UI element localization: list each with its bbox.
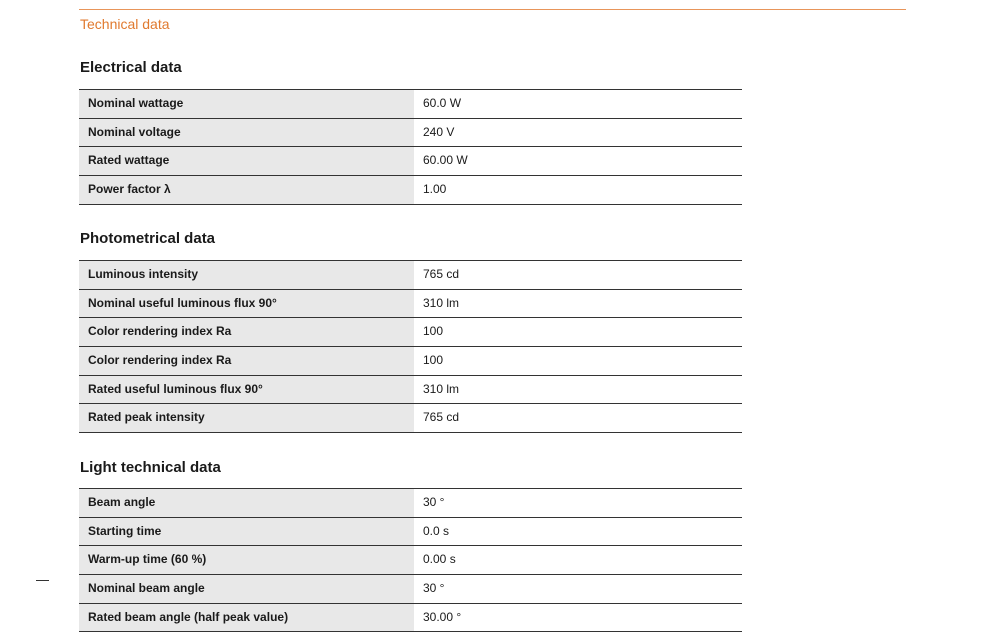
row-label: Starting time [79,518,414,546]
table-row [79,489,742,518]
table-row [79,604,742,633]
light-technical-table [79,488,742,632]
row-value: 100 [414,318,742,346]
row-label: Rated wattage [79,147,414,175]
row-value: 765 cd [414,404,742,432]
top-divider [79,9,906,10]
photometrical-section [79,228,742,433]
table-row [79,90,742,119]
table-row [79,518,742,547]
row-value: 30 ° [414,575,742,603]
table-row [79,147,742,176]
row-value: 100 [414,347,742,375]
margin-dash [36,580,49,581]
row-value: 0.0 s [414,518,742,546]
row-label: Rated useful luminous flux 90° [79,376,414,404]
row-label: Power factor λ [79,176,414,204]
row-label: Color rendering index Ra [79,347,414,375]
row-value: 310 lm [414,290,742,318]
row-label: Luminous intensity [79,261,414,289]
electrical-table [79,89,742,205]
row-label: Rated peak intensity [79,404,414,432]
row-label: Color rendering index Ra [79,318,414,346]
table-row [79,347,742,376]
row-label: Warm-up time (60 %) [79,546,414,574]
row-value: 240 V [414,119,742,147]
row-value: 30 ° [414,489,742,517]
table-row [79,546,742,575]
row-label: Beam angle [79,489,414,517]
table-row [79,290,742,319]
light-technical-section [79,457,742,632]
row-value: 60.00 W [414,147,742,175]
row-value: 30.00 ° [414,604,742,632]
table-row [79,404,742,433]
table-row [79,376,742,405]
row-label: Nominal wattage [79,90,414,118]
electrical-section [79,57,742,205]
table-row [79,119,742,148]
section-title-photometrical: Photometrical data [80,230,216,247]
page-heading: Technical data [80,16,170,32]
table-row [79,176,742,205]
row-label: Rated beam angle (half peak value) [79,604,414,632]
table-row [79,318,742,347]
row-value: 0.00 s [414,546,742,574]
row-value: 60.0 W [414,90,742,118]
row-label: Nominal beam angle [79,575,414,603]
row-value: 310 lm [414,376,742,404]
row-label: Nominal useful luminous flux 90° [79,290,414,318]
table-row [79,575,742,604]
photometrical-table [79,260,742,433]
row-value: 765 cd [414,261,742,289]
section-title-light-technical: Light technical data [80,459,221,476]
section-title-electrical: Electrical data [80,59,182,76]
row-label: Nominal voltage [79,119,414,147]
table-row [79,261,742,290]
row-value: 1.00 [414,176,742,204]
